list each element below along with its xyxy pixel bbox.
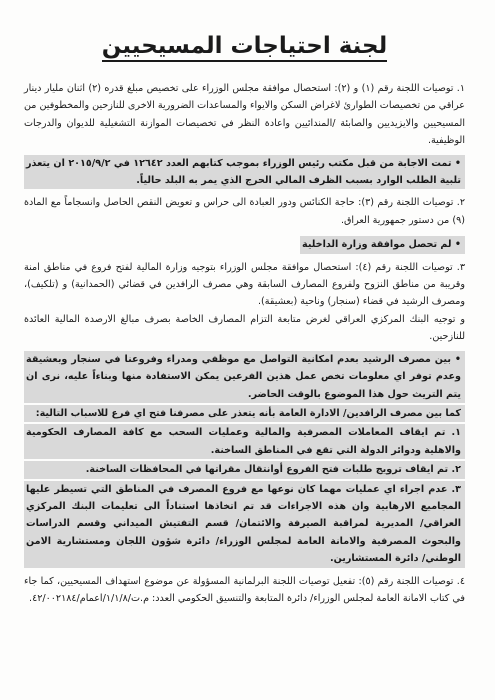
response-2-highlight: • لم تحصل موافقة وزارة الداخلية xyxy=(300,236,465,253)
response-1-highlight: • تمت الاجابة من قبل مكتب رئيس الوزراء بموجب كتابهم العدد ١٢٦٤٢ في ٢٠١٥/٩/٢ ان يتعذر تلبية الطلب الوارد بسبب الظرف المالي الحرج الذي يمر به البلد حالياً. xyxy=(24,155,465,190)
recommendation-1: ١. توصيات اللجنة رقم (١) و (٢): استحصال موافقة مجلس الوزراء على تخصيص مبلغ قدره (٢) اثنان مليار دينار عراقي من تخصيصات الطوارئ لاغراض السكن والايواء والمساعدات الضرورية الاخرى للنازحين والمخطوفين من المسيحيين والايزيديين والصابئة /المندائيين واعادة النظر في تخصيصات الموازنة التشغيلية للديوان والدرجات الوظيفية. xyxy=(24,83,466,147)
reason-1: ١. تم ايقاف المعاملات المصرفية والمالية وعمليات السحب مع كافة المصارف الحكومية والاهلية ودوائر الدولة التي تقع في المناطق الساخنة. xyxy=(24,424,465,459)
page-title xyxy=(24,30,465,62)
recommendation-2: ٢. توصيات اللجنة رقم (٣): حاجة الكنائس ودور العبادة الى حراس و تعويض النقص الحاصل وانسجاماً مع المادة (٩) من دستور جمهورية العراق. xyxy=(24,197,465,226)
recommendation-3-continued: و توجيه البنك المركزي العراقي لغرض متابعة التزام المصارف الخاصة بصرف مبالغ الارصدة المالية العائدة للنازحين. xyxy=(24,313,465,343)
reason-2: ٢. تم ايقاف ترويج طلبات فتح الفروع أوانتقال مقراتها في المحافظات الساخنة. xyxy=(24,461,465,478)
response-3-rasheed-bank: • بين مصرف الرشيد بعدم امكانية التواصل مع موظفي ومدراء وفروعنا في سنجار وبعشيقة وعدم توفر اي معلومات تخص عمل هذين الفرعين يمكن الاستفادة منها وبناءاً عليه، نرى ان يتم التريث حول هذا الموضوع بالوقت الحاضر. xyxy=(24,351,465,403)
reason-3: ٣. عدم اجراء اي عمليات مهما كان نوعها مع فروع المصرف في المناطق التي تسيطر عليها المجاميع الارهابية وان هذه الاجراءات قد تم اتخاذها استناداً الى تعليمات البنك المركزي العراقي/ المديرية لمراقبة الصيرفة والائتمان/ قسم التفتيش الميداني وقسم الدراسات والبحوث المصرفية والامانة العامة لمجلس الوزراء/ دائرة شؤون اللجان ومستشارية الامن الوطني/ دائرة المستشارين. xyxy=(24,481,465,568)
response-3-rafidain-bank: كما بين مصرف الرافدين/ الادارة العامة بأنه يتعذر على مصرفنا فتح اي فرع للاسباب التالية: xyxy=(24,405,465,422)
recommendation-3: ٣. توصيات اللجنة رقم (٤): استحصال موافقة مجلس الوزراء بتوجيه وزارة المالية لفتح فروع في مناطق امنة وقريبة من مناطق النزوح ولفروع المصارف السابقة وهي مصرف الرافدين في قضائي (الحمدانية) و (تلكيف)، ومصرف الرشيد في قضاء (سنجار) وناحية (بعشيقة). xyxy=(24,261,465,308)
recommendation-4: ٤. توصيات اللجنة رقم (٥): تفعيل توصيات اللجنة البرلمانية المسؤولة عن موضوع استهداف المسيحيين، كما جاء في كتاب الامانة العامة لمجلس الوزراء/ دائرة المتابعة والتنسيق الحكومي العدد: م.ت/١/١/٨/اعمام/٤٢/٠٠٢١٨٤. xyxy=(24,575,465,604)
page-title-text: لجنة احتياجات المسيحيين xyxy=(102,33,388,62)
